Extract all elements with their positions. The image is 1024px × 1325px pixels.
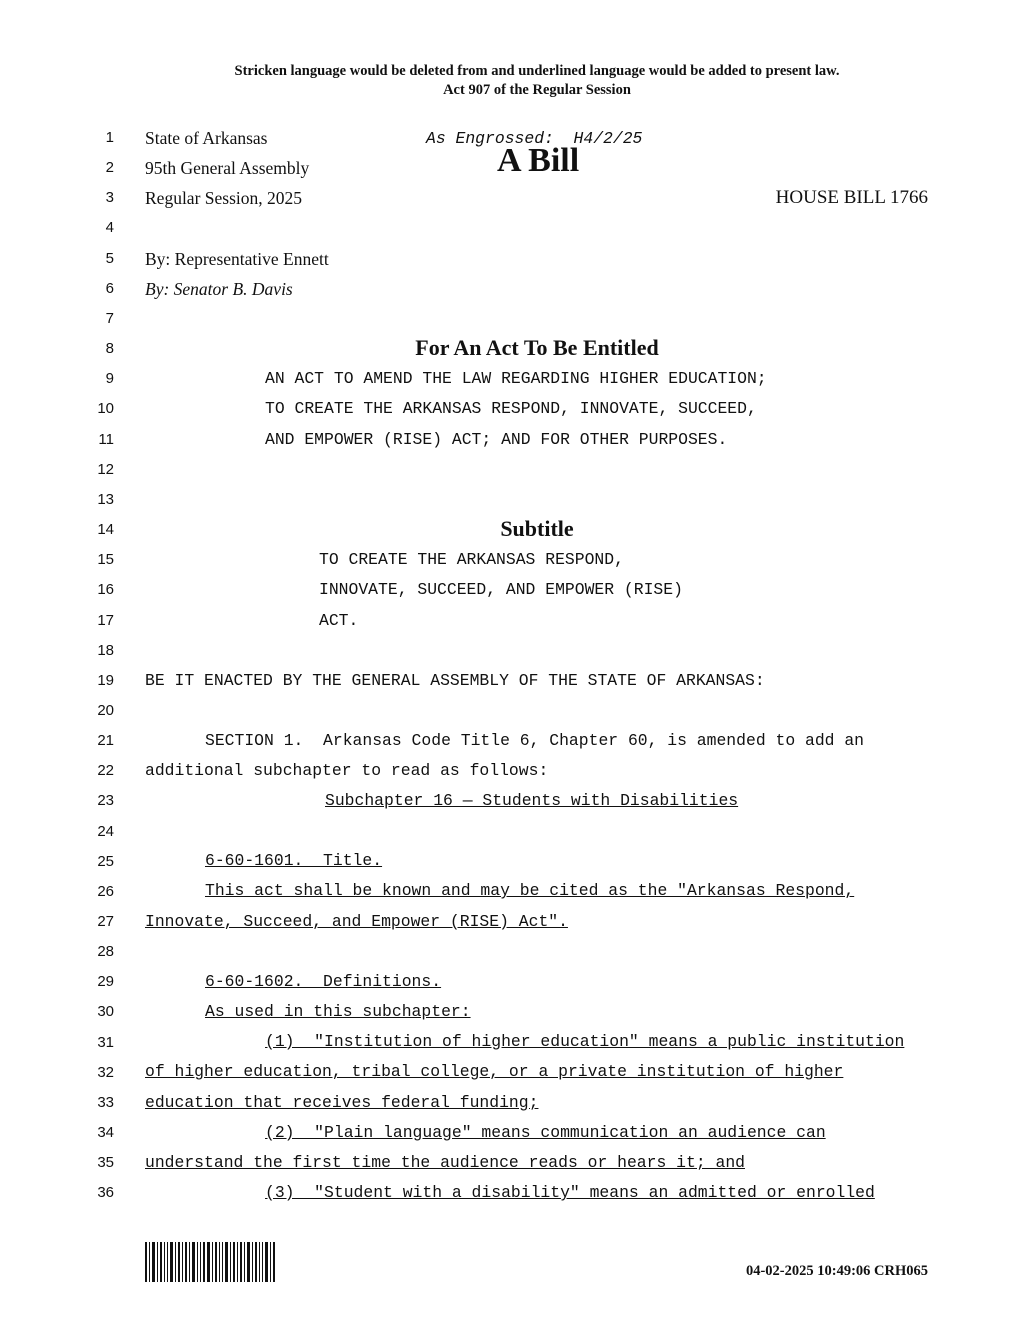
state-name: State of Arkansas — [145, 128, 268, 148]
line-number: 22 — [97, 762, 114, 779]
line-number: 5 — [105, 250, 114, 267]
amendment-notice: Stricken language would be deleted from and underlined language would be added to present law. — [234, 63, 840, 79]
general-assembly: 95th General Assembly — [145, 158, 310, 178]
section-1601-text: Innovate, Succeed, and Empower (RISE) Act". — [145, 912, 568, 931]
line-number: 34 — [97, 1124, 114, 1141]
line-number: 27 — [97, 913, 114, 930]
line-number: 13 — [97, 491, 114, 508]
definitions-intro: As used in this subchapter: — [205, 1002, 471, 1021]
definition-1: (1) "Institution of higher education" means a public institution — [265, 1032, 905, 1051]
line-number: 20 — [97, 702, 114, 719]
act-number: Act 907 of the Regular Session — [443, 82, 631, 98]
line-number: 17 — [97, 612, 114, 629]
line-number: 1 — [105, 129, 114, 146]
definition-3: (3) "Student with a disability" means an admitted or enrolled — [265, 1183, 875, 1202]
line-number: 21 — [97, 732, 114, 749]
line-number: 19 — [97, 672, 114, 689]
line-number: 29 — [97, 973, 114, 990]
section-1-text: SECTION 1. Arkansas Code Title 6, Chapter 60, is amended to add an — [205, 731, 865, 750]
session-name: Regular Session, 2025 — [145, 188, 303, 208]
act-title-line: AN ACT TO AMEND THE LAW REGARDING HIGHER EDUCATION; — [265, 369, 767, 388]
barcode-image — [145, 1242, 275, 1282]
bill-number: HOUSE BILL 1766 — [775, 187, 928, 208]
section-heading-1602: 6-60-1602. Definitions. — [205, 972, 442, 991]
act-title-line: TO CREATE THE ARKANSAS RESPOND, INNOVATE, SUCCEED, — [265, 399, 757, 418]
engrossed-note: As Engrossed: H4/2/25 — [426, 129, 643, 148]
act-title-line: AND EMPOWER (RISE) ACT; AND FOR OTHER PURPOSES. — [265, 430, 728, 449]
enacting-clause: BE IT ENACTED BY THE GENERAL ASSEMBLY OF THE STATE OF ARKANSAS: — [145, 671, 765, 690]
line-number: 3 — [105, 189, 114, 206]
line-number: 11 — [98, 431, 114, 448]
line-number: 9 — [105, 370, 114, 387]
line-number: 33 — [97, 1094, 114, 1111]
line-number: 24 — [97, 823, 114, 840]
line-number: 2 — [105, 159, 114, 176]
line-number: 25 — [97, 853, 114, 870]
definition-2: (2) "Plain language" means communication an audience can — [265, 1123, 826, 1142]
bill-type-title: A Bill — [497, 142, 580, 179]
subtitle-line: TO CREATE THE ARKANSAS RESPOND, — [319, 550, 624, 569]
subtitle-line: ACT. — [319, 611, 359, 630]
line-number: 6 — [105, 280, 114, 297]
act-title-heading: For An Act To Be Entitled — [415, 335, 659, 360]
line-number: 15 — [97, 551, 114, 568]
line-number: 7 — [105, 310, 114, 327]
section-1-text: additional subchapter to read as follows: — [145, 761, 549, 780]
line-number: 10 — [97, 400, 114, 417]
line-number: 12 — [97, 461, 114, 478]
line-number: 18 — [97, 642, 114, 659]
definition-1: of higher education, tribal college, or a private institution of higher — [145, 1062, 844, 1081]
line-number: 23 — [97, 792, 114, 809]
line-number: 26 — [97, 883, 114, 900]
definition-1: education that receives federal funding; — [145, 1093, 539, 1112]
line-number: 4 — [105, 219, 114, 236]
footer-timestamp: 04-02-2025 10:49:06 CRH065 — [745, 1263, 928, 1279]
section-1601-text: This act shall be known and may be cited as the "Arkansas Respond, — [205, 881, 855, 900]
line-number: 8 — [105, 340, 114, 357]
line-number: 31 — [97, 1034, 114, 1051]
line-number: 32 — [97, 1064, 114, 1081]
subtitle-heading: Subtitle — [500, 516, 574, 541]
line-number: 28 — [97, 943, 114, 960]
line-number: 16 — [97, 581, 114, 598]
definition-2: understand the first time the audience reads or hears it; and — [145, 1153, 745, 1172]
line-number: 30 — [97, 1003, 114, 1020]
subchapter-heading: Subchapter 16 — Students with Disabilities — [325, 791, 739, 810]
line-number: 36 — [97, 1184, 114, 1201]
senate-sponsor: By: Senator B. Davis — [145, 279, 293, 299]
line-number: 35 — [97, 1154, 114, 1171]
section-heading-1601: 6-60-1601. Title. — [205, 851, 383, 870]
house-sponsor: By: Representative Ennett — [145, 249, 329, 269]
subtitle-line: INNOVATE, SUCCEED, AND EMPOWER (RISE) — [319, 580, 683, 599]
line-number: 14 — [97, 521, 114, 538]
